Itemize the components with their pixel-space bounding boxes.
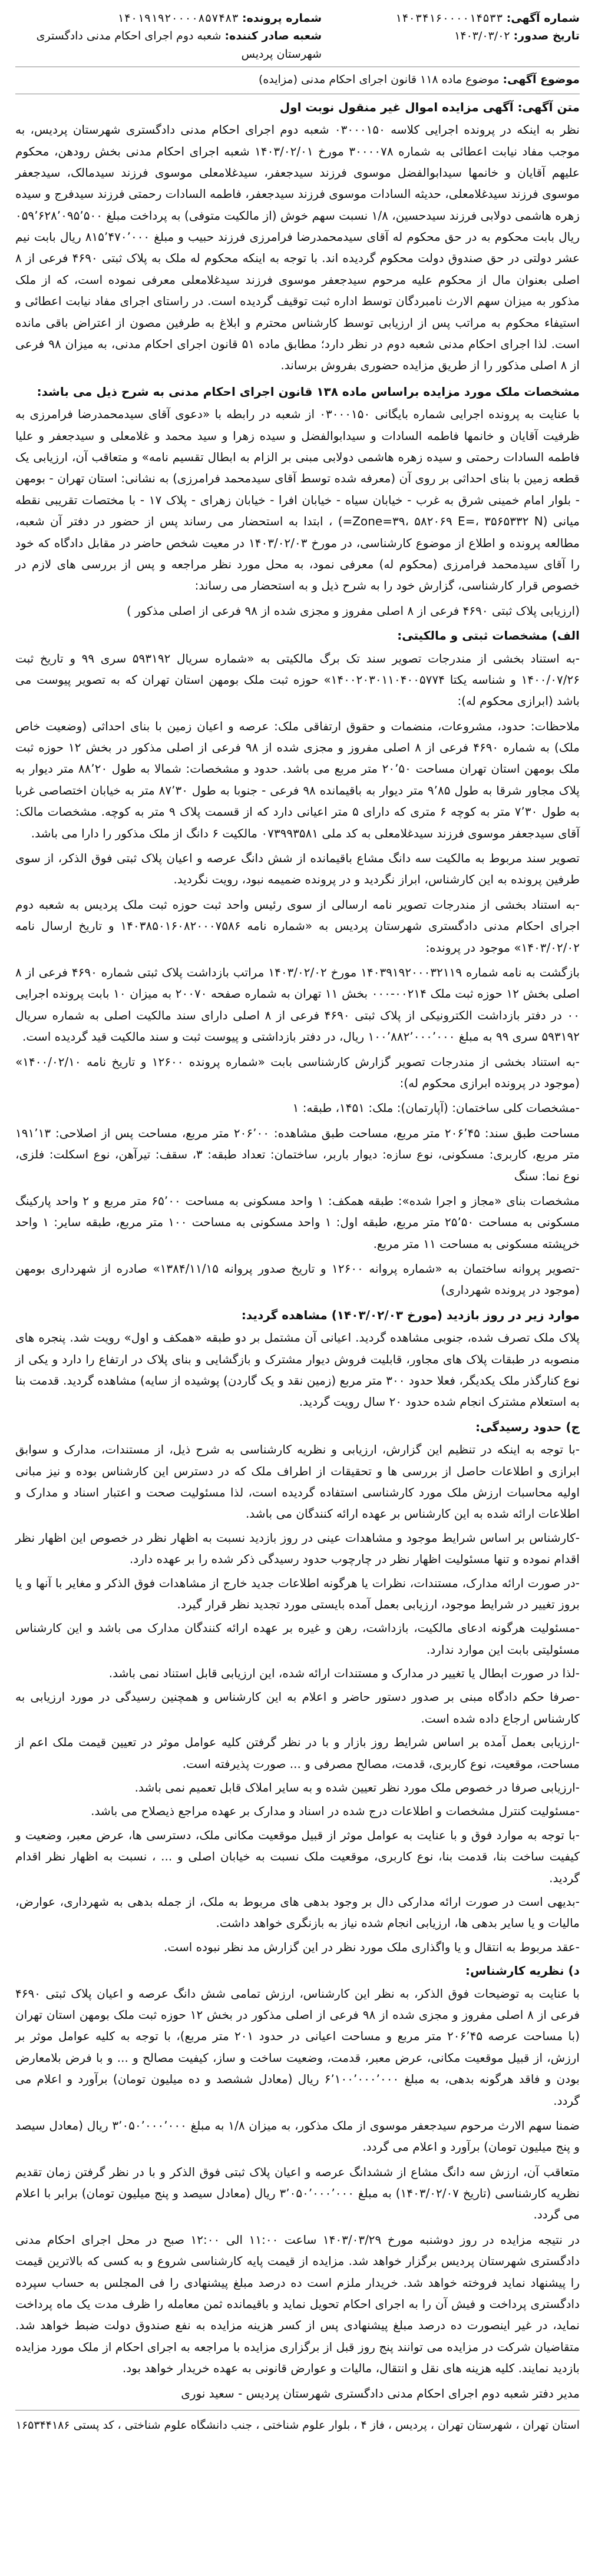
issuer-value: شعبه دوم اجرای احکام مدنی دادگستری شهرستان پردیس xyxy=(36,29,322,61)
paragraph-boundaries: ملاحظات: حدود، مشروعات، منضمات و حقوق ارتفاقی ملک: عرصه و اعیان زمین با بنای احداثی (وضعیت خاص ملک) به شماره ۴۶۹۰ فرعی از ۸ اصلی مفروز و مجزی شده از ۹۸ فرعی از اصلی مذکور در بخش ۱۲ حوزه ثبت ملک بومهن استان تهران مساحت ۲۰٬۵۰ متر مربع می باشد. حدود و مشخصات: شمالا به طول ۸۸٬۲۰ متر دیوار به پلاک مجاور شرقا به طول ۹٬۸۵ متر دیوار به باقیمانده ۹۸ فرعی - جنوبا به طول ۸۷٬۳۰ متر به خیابان اختصاصی غربا به طول ۷٬۳۰ متر به کوچه ۶ متری که دارای ۵ متر اعیانی دارد که از قسمت پلاک ۹ متر به کوچه. مشخصات مالک: آقای سیدجعفر موسوی فرزند سیدغلامعلی به کد ملی ۰۷۳۹۹۳۵۸۱ مالکیت ۶ دانگ از ملک مذکور را دارا می باشد. xyxy=(15,719,580,840)
scope-item-1: -با توجه به اینکه در تنظیم این گزارش، ارزیابی و نظریه کارشناسی به شرح ذیل، از مستندات، مدارک و سوابق ابرازی و اطلاعات حاصل از بررسی ها و تحقیقات از اطراف ملک که در دسترس این کارشناس بوده و نیز مبانی اولیه محاسبات ارزش ملک مورد کارشناسی استفاده گردیده است، لذا مسئولیت صحت و اعتبار اسناد و مدارک و اطلاعات ارائه شده به این کارشناس بر عهده ارائه کنندگان می باشد. xyxy=(15,1442,580,1521)
paragraph-valuation-subject: (ارزیابی پلاک ثبتی ۴۶۹۰ فرعی از ۸ اصلی مفروز و مجزی شده از ۹۸ فرعی از اصلی مذکور ) xyxy=(126,603,580,618)
file-number-row xyxy=(117,9,322,27)
ad-body xyxy=(15,97,580,2404)
issuer-label: شعبه صادر کننده: xyxy=(224,29,322,43)
section-a-heading: الف) مشخصات ثبتی و مالکیتی: xyxy=(397,628,580,643)
paragraph-permit: -تصویر پروانه ساختمان به «شماره پروانه ۱۲۶۰۰ و تاریخ صدور پروانه ۱۳۸۴/۱۱/۱۵» صادره از شهرداری بومهن (موجود در پرونده شهرداری) xyxy=(15,1261,580,1297)
section-c-heading: ج) حدود رسیدگی: xyxy=(475,1419,580,1434)
paragraph-auction-terms: در نتیجه مزایده در روز دوشنبه مورخ ۱۴۰۳/۰۳/۲۹ ساعت ۱۱:۰۰ الی ۱۲:۰۰ صبح در محل اجرای احکام مدنی دادگستری شهرستان پردیس برگزار خواهد شد. مزایده از قیمت پایه کارشناسی شروع و به کسی که بالاترین قیمت را پیشنهاد نماید فروخته خواهد شد. خریدار ملزم است ده درصد مبلغ پیشنهادی را فی المجلس به حساب سپرده دادگستری پرداخت و فیش آن را به اجرای احکام تحویل نماید و باقیمانده ثمن معامله را ظرف مدت یک ماه پرداخت نماید، در غیر اینصورت ده درصد مبلغ پیشنهادی پس از کسر هزینه مزایده به نفع صندوق دولت ضبط خواهد شد. متقاضیان شرکت در مزایده می توانند پنج روز قبل از برگزاری مزایده با مراجعه به اجرای احکام از ملک مورد مزایده بازدید نمایند. کلیه هزینه های نقل و انتقال، مالیات و عوارض قانونی به عهده خریدار خواهد بود. xyxy=(15,2232,580,2376)
scope-item-10: -با توجه به موارد فوق و با عنایت به عوامل موثر از قبیل موقعیت مکانی ملک، دسترسی ها، عرض معبر، وضعیت و کیفیت ساخت بنا، قدمت بنا، نوع کاربری، موقعیت ملک نسبت به خیابان اصلی و ... ، نسبت به اظهار نظر اقدام گردید. xyxy=(15,1827,580,1885)
paragraph-building-general: -مشخصات کلی ساختمان: (آپارتمان): ملک: ۱۴۵۱، طبقه: ۱ xyxy=(292,1101,580,1115)
scope-item-4: -مسئولیت هرگونه ادعای مالکیت، بازداشت، رهن و غیره بر عهده ارائه کنندگان مدارک می باشد و این کارشناس مسئولیتی بابت این موارد ندارد. xyxy=(15,1621,580,1657)
scope-item-5: -لذا در صورت ابطال یا تغییر در مدارک و مستندات ارائه شده، این ارزیابی قابل استناد نمی باشد. xyxy=(108,1666,580,1681)
header-left xyxy=(15,9,322,63)
ad-number-value: ۱۴۰۳۴۱۶۰۰۰۰۱۴۵۳۳ xyxy=(395,12,503,25)
specs-title: مشخصات ملک مورد مزایده براساس ماده ۱۳۸ قانون اجرای احکام مدنی به شرح ذیل می باشد: xyxy=(37,384,580,399)
footer-address: استان تهران ، شهرستان تهران ، پردیس ، فاز ۴ ، بلوار علوم شناختی ، جنب دانشگاه علوم شناختی ، کد پستی ۱۶۵۳۴۴۱۸۶ xyxy=(15,2418,580,2432)
document-header xyxy=(15,9,580,63)
ad-number-row xyxy=(395,9,580,27)
ad-text-heading xyxy=(15,97,580,118)
paragraph-case: با عنایت به پرونده اجرایی شماره بایگانی ۰۳۰۰۰۱۵۰ از شعبه در رابطه با «دعوی آقای سیدمحمدرضا فرامرزی به ظرفیت آقایان و خانمها فاطمه السادات و سیدابوالفضل و سیده زهرا و سید محمد و غلامعلی و سیدجعفر و علیا فاطمه السادات رحمتی و سیده زهره هاشمی دولابی مبنی بر الزام به ابطال تقسیم نامه» و متعاقب آن، ارزیابی یک قطعه زمین با بنای احداثی بر روی آن (معرفه شده توسط آقای سیدمحمد فرامرزی) به نشانی: استان تهران - بومهن - بلوار امام خمینی شرق به غرب - خیابان سیاه - خیابان افرا - خیابان زهرای - پلاک ۱۷ - با مختصات تقریبی نقطه میانی (Zone=۳۹، ۵۸۲۰۶۹ E=، ۳۵۶۵۳۳۲ N=) ، ابتدا به استحضار می رساند پس از حضور در دفتر آن شعبه، مطالعه پرونده و اطلاع از موضوع کارشناسی، در مورخ ۱۴۰۳/۰۲/۰۳ در معیت شخص حاضر در مقابل دادگاه که خود را آقای سیدمحمد فرامرزی (محکوم له) معرفی نمود، به محل مورد نظر مراجعه و پس از بررسی های لازم در خصوص قرار کارشناسی، گزارش خود را به شرح ذیل و به استحضار می رساند: xyxy=(15,407,580,593)
issue-date-value: ۱۴۰۳/۰۳/۰۲ xyxy=(454,29,510,43)
file-number-label: شماره پرونده: xyxy=(242,12,322,25)
scope-item-11: -بدیهی است در صورت ارائه مدارکی دال بر وجود بدهی های مربوط به ملک، از جمله بدهی به شهرداری، عوارض، مالیات و یا سایر بدهی ها، ارزیابی انجام شده نیاز به بازنگری خواهد داشت. xyxy=(15,1895,580,1931)
paragraph-registry-letter: -به استناد بخشی از مندرجات تصویر نامه ارسالی از سوی رئیس واحد ثبت حوزه ثبت ملک پردیس به شعبه دوم اجرای احکام مدنی دادگستری شهرستان پردیس به «شماره نامه ۱۴۰۳۸۵۰۱۶۰۸۲۰۰۰۷۵۸۶ و تاریخ ارسال نامه ۱۴۰۳/۰۲/۰۲» موجود در پرونده: xyxy=(15,897,580,955)
paragraph-three-dang: متعاقب آن، ارزش سه دانگ مشاع از ششدانگ عرصه و اعیان پلاک ثبتی فوق الذکر و با در نظر گرفتن زمان تقدیم نظریه کارشناسی (تاریخ ۱۴۰۳/۰۲/۰۷) به مبلغ ۳٬۰۵۰٬۰۰۰٬۰۰۰ ریال (معادل سیصد و پنج میلیون تومان) برابر با اعلام می گردد. xyxy=(15,2164,580,2222)
file-number-value: ۱۴۰۱۹۱۹۲۰۰۰۰۸۵۷۴۸۳ xyxy=(117,12,239,25)
ad-text-title: آگهی مزایده اموال غیر منقول نوبت اول xyxy=(279,100,514,114)
paragraph-expert-opinion: با عنایت به توضیحات فوق الذکر، به نظر این کارشناس، ارزش تمامی شش دانگ عرصه و اعیان پلاک ثبتی ۴۶۹۰ فرعی از ۸ اصلی مفروز و مجزی شده از ۹۸ فرعی از اصلی مذکور در بخش ۱۲ حوزه ثبت ملک بومهن استان تهران (با مساحت عرصه ۲۰۶٬۴۵ متر مربع و مساحت اعیانی در حدود ۲۰۱ متر مربع)، با توجه به کلیه عوامل موثر بر ارزش، از قبیل موقعیت مکانی، عرض معبر، قدمت، وضعیت ساخت و ساز، کیفیت مصالح و ... و با فرض بلامعارض بودن و فاقد هرگونه بدهی، به مبلغ ۶٬۱۰۰٬۰۰۰٬۰۰۰ ریال (معادل ششصد و ده میلیون تومان) برآورد و اعلام می گردد. xyxy=(15,1986,580,2108)
scope-item-2: -کارشناس بر اساس شرایط موجود و مشاهدات عینی در روز بازدید نسبت به اظهار نظر در خصوص این اظهار نظر اقدام نموده و تنها مسئولیت اظهار نظر در چارچوب حدود رسیدگی ذکر شده را بر عهده دارد. xyxy=(15,1530,580,1567)
ad-number-label: شماره آگهی: xyxy=(506,12,580,25)
scope-item-8: -ارزیابی صرفا در خصوص ملک مورد نظر تعیین شده و به سایر املاک قابل تعمیم نمی باشد. xyxy=(134,1780,580,1795)
subject-value: موضوع ماده ۱۱۸ قانون اجرای احکام مدنی (مزایده) xyxy=(259,73,500,87)
scope-item-9: -مسئولیت کنترل مشخصات و اطلاعات درج شده در اسناد و مدارک بر عهده مراجع ذیصلاح می باشد. xyxy=(91,1804,580,1819)
sign-off: مدیر دفتر شعبه دوم اجرای احکام مدنی دادگستری شهرستان پردیس - سعید نوری xyxy=(181,2386,580,2400)
scope-item-7: -ارزیابی بعمل آمده بر اساس شرایط روز بازار و با در نظر گرفتن کلیه عوامل موثر در تعیین قیمت ملک اعم از مساحت، موقعیت، نوع کاربری، قدمت، مصالح مصرفی و ... صورت پذیرفته است. xyxy=(15,1735,580,1771)
issuer-row xyxy=(15,27,322,63)
paragraph-inheritance-share: ضمنا سهم الارث مرحوم سیدجعفر موسوی از ملک مذکور، به میزان ۱/۸ به مبلغ ۳٬۰۵۰٬۰۰۰٬۰۰۰ ریال (معادل سیصد و پنج میلیون تومان) برآورد و اعلام می گردد. xyxy=(15,2118,580,2154)
issue-date-label: تاریخ صدور: xyxy=(513,29,580,43)
scope-item-6: -صرفا حکم دادگاه مبنی بر صدور دستور حاضر و اعلام به این کارشناس و همچنین رسیدگی در مورد ارزیابی به کارشناس ارجاع داده شده است. xyxy=(15,1690,580,1726)
subject-row xyxy=(15,69,580,90)
issue-date-row xyxy=(454,27,580,45)
paragraph-building-floors: مشخصات بنای «مجاز و اجرا شده»: طبقه همکف: ۱ واحد مسکونی به مساحت ۶۵٬۰۰ متر مربع و ۲ واحد پارکینگ مسکونی به مساحت ۲۵٬۵۰ متر مربع، طبقه اول: ۱ واحد مسکونی به مساحت ۱۰۰ متر مربع، طبقه سایر: ۱ واحد خرپشته مسکونی به مساحت ۱۱ متر مربع. xyxy=(15,1193,580,1251)
scope-item-12: -عقد مربوط به انتقال و یا واگذاری ملک مورد نظر در این گزارش مد نظر نبوده است. xyxy=(163,1939,580,1954)
visit-heading: موارد زیر در روز بازدید (مورخ ۱۴۰۳/۰۲/۰۳) مشاهده گردید: xyxy=(241,1307,580,1322)
paragraph-visit: پلاک ملک تصرف شده، جنوبی مشاهده گردید. اعیانی آن مشتمل بر دو طبقه «همکف و اول» رویت شد. پنجره های منصوبه در طبقات پلاک های مجاور، قابلیت فروش دیوار مشترک و بازگشایی و بنای پلاک در ارتفاع را دارد و یکی از نوع کنارگذر ملک یکدیگر، فعلا حدود ۳۰۰ متر مربع (زمین نقد و یک گاردن) پوشیده از سایه) مشاهده گردید. قدمت بنا به استعلام مشترک انجام شده حدود ۲۰ سال رویت گردید. xyxy=(15,1330,580,1409)
subject-label: موضوع آگهی: xyxy=(503,73,580,87)
paragraph-expert-report: -به استناد بخشی از مندرجات تصویر گزارش کارشناسی بابت «شماره پرونده ۱۲۶۰۰ و تاریخ نامه ۱۴۰۰/۰۲/۱۰» (موجود در پرونده ابرازی محکوم له): xyxy=(15,1054,580,1090)
section-d-heading: د) نظریه کارشناس: xyxy=(465,1964,580,1978)
scope-item-3: -در صورت ارائه مدارک، مستندات، نظرات یا هرگونه اطلاعات جدید خارج از مشاهدات فوق الذکر و مغایر با آنها و یا بروز تغییر در شرایط موجود، ارزیابی بعمل آمده بایستی مورد تجدید نظر قرار گیرد. xyxy=(15,1575,580,1611)
paragraph-title-deed: -به استناد بخشی از مندرجات تصویر سند تک برگ مالکیتی به «شماره سریال ۵۹۳۱۹۲ سری ۹۹ و تاریخ ثبت ۱۴۰۰/۰۷/۲۶ و شناسه یکتا ۱۴۰۰۲۰۳۰۱۱۰۴۰۰۵۷۷۴» حوزه ثبت ملک بومهن استان تهران که به تصویر پیوست می باشد (ابرازی محکوم له): xyxy=(15,651,580,708)
paragraph-seizure: بازگشت به نامه شماره ۱۴۰۳۹۱۹۲۰۰۰۳۲۱۱۹ مورخ ۱۴۰۳/۰۲/۰۲ مراتب بازداشت پلاک ثبتی شماره ۴۶۹۰ فرعی از ۸ اصلی بخش ۱۲ حوزه ثبت ملک ۰۰۲۱۴-۰۰۰ بخش ۱۱ تهران به شماره صفحه ۲۰۰۷۰ به میزان ۱۰ بابت پرونده اجرایی ۰۰ در دفتر بازداشت الکترونیکی از پلاک ثبتی ۴۶۹۰ فرعی از ۸ اصلی دارای سند مالکیت اصلی به شماره سریال ۵۹۳۱۹۲ سری ۹۹ به مبلغ ۱۰۰٬۸۸۲٬۰۰۰٬۰۰۰ ریال، در دفتر بازداشتی و پیوست ثبت و سند مالکیت قید گردیده است. xyxy=(15,965,580,1044)
header-right xyxy=(395,9,580,63)
ad-text-label: متن آگهی: xyxy=(517,100,580,114)
paragraph-intro: نظر به اینکه در پرونده اجرایی کلاسه ۰۳۰۰۰۱۵۰ شعبه دوم اجرای احکام مدنی دادگستری شهرستان پردیس، به موجب مفاد نیابت اعطائی به شماره ۳۰۰۰۰۷۸ مورخ ۱۴۰۳/۰۲/۰۱ شعبه اجرای احکام مدنی بخش رودهن، محکوم علیهم آقایان و خانمها سیدابوالفضل موسوی فرزند سیدجعفر، سیدغلامعلی موسوی فرزند سیدمالک، سیدجعفر موسوی فرزند سیدغلامعلی، حدیثه السادات موسوی فرزند سیدجعفر، فاطمه السادات رحمتی فرزند سیدفرج و سیده زهره هاشمی دولابی فرزند سیدحسین، ۱/۸ نسبت سهم خوش (از مالکیت متوفی) به پرداخت مبلغ ۰۵۹٬۶۲۸٬۰۹۵٬۵۰۰ ریال بابت محکوم به در حق محکوم له آقای سیدمحمدرضا فرامرزی فرزند حبیب و مبلغ ۸۱۵٬۴۷۰٬۰۰۰ ریال بابت نیم عشر دولتی در حق صندوق دولت محکوم گردیده اند. با توجه به اینکه محکوم له ملک به پلاک ثبتی ۴۶۹۰ فرعی از ۸ اصلی بعنوان مال از محکوم علیه مرحوم سیدجعفر موسوی فرزند سیدغلامعلی معرفی نموده است، که از ملک مذکور به میزان سهم الارث نامبردگان توسط اداره ثبت توقیف گردیده است. در راستای اجرای مفاد نیابت اعطائی و استیفاء محکوم به مراتب پس از ارزیابی توسط کارشناس محترم و ابلاغ به طرفین مصون از اعتراض باقی مانده است. لذا اجرای احکام مدنی شعبه دوم در نظر دارد؛ مطابق ماده ۵۱ قانون اجرای احکام مدنی، به میزان ۹۸ فرعی از ۸ اصلی مذکور را از طریق مزایده حضوری بفروش برساند. xyxy=(15,122,580,373)
paragraph-areas: مساحت طبق سند: ۲۰۶٬۴۵ متر مربع، مساحت طبق مشاهده: ۲۰۶٬۰۰ متر مربع، مساحت پس از اصلاحی: ۱۹۱٬۱۳ متر مربع، کاربری: مسکونی، نوع سازه: دیوار باربر، ساختمان: تعداد طبقه: ۳، سقف: تیرآهن، نوع اسکلت: فلزی، نوع نما: سنگ xyxy=(15,1125,580,1183)
footer-divider xyxy=(15,2410,580,2411)
paragraph-remaining-share: تصویر سند مربوط به مالکیت سه دانگ مشاع باقیمانده از شش دانگ عرصه و اعیان پلاک ثبتی فوق الذکر، از سوی طرفین پرونده به این کارشناس، ابراز نگردید و در پرونده ضمیمه نبود، رویت نگردید. xyxy=(15,851,580,887)
